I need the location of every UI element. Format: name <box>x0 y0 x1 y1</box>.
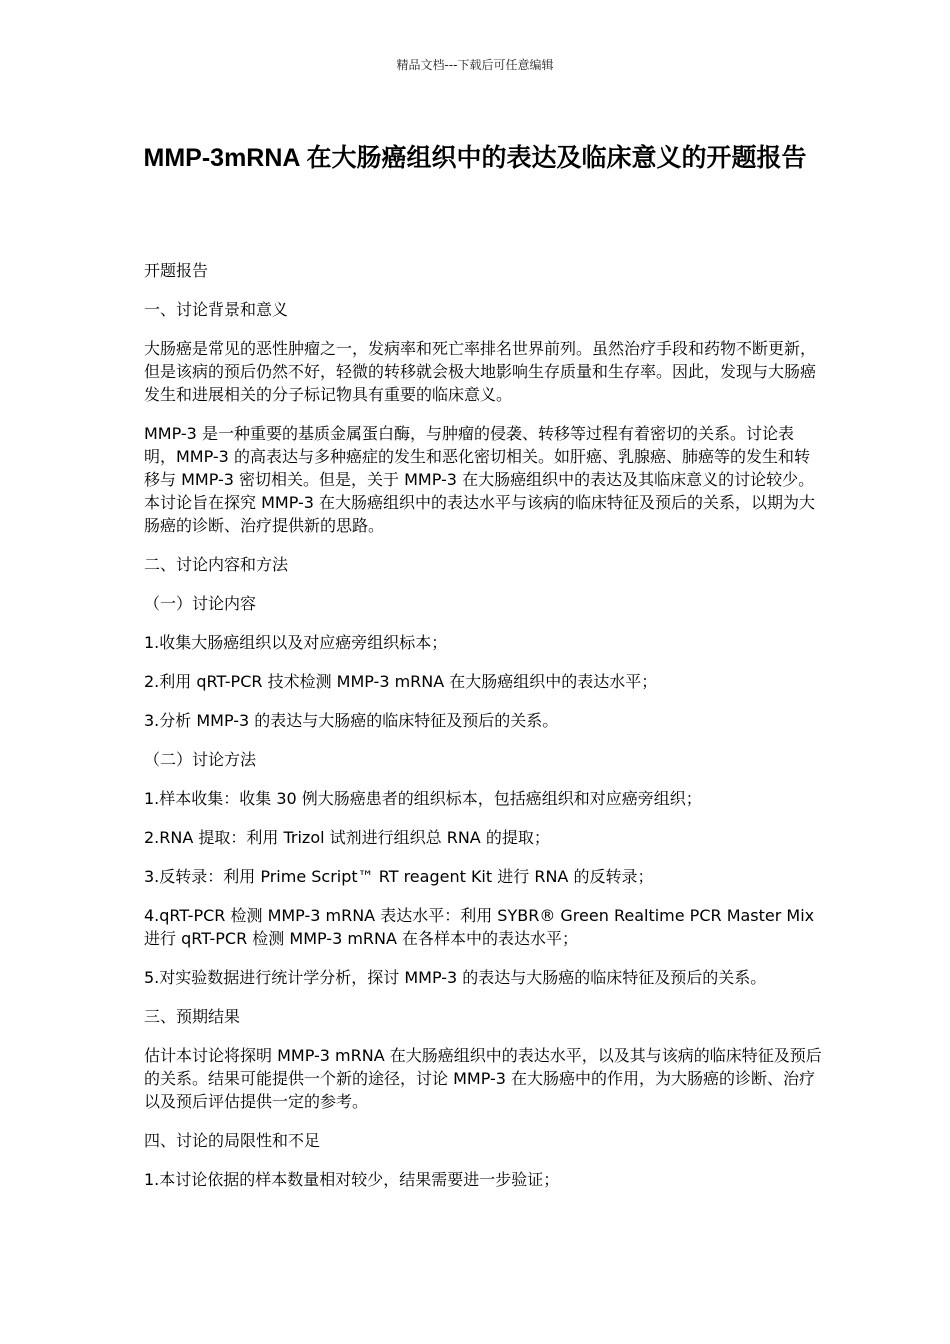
document-body <box>144 259 824 1207</box>
section-label: 开题报告 <box>144 261 209 280</box>
body-paragraph: MMP-3 是一种重要的基质金属蛋白酶，与肿瘤的侵袭、转移等过程有着密切的关系。讨论表明，MMP-3 的高表达与多种癌症的发生和恶化密切相关。如肝癌、乳腺癌、肺癌等的发生和转移与 MMP-3 密切相关。但是，关于 MMP-3 在大肠癌组织中的表达及其临床意义的讨论较少。本讨论旨在探究 MMP-3 在大肠癌组织中的表达水平与该病的临床特征及预后的关系，以期为大肠癌的诊断、治疗提供新的思路。 <box>144 424 816 535</box>
list-item: 1.本讨论依据的样本数量相对较少，结果需要进一步验证； <box>144 1170 560 1189</box>
list-item: 5.对实验数据进行统计学分析，探讨 MMP-3 的表达与大肠癌的临床特征及预后的关系。 <box>144 968 767 987</box>
list-item: 3.反转录：利用 Prime Script™ RT reagent Kit 进行 RNA 的反转录； <box>144 867 654 886</box>
list-item: 3.分析 MMP-3 的表达与大肠癌的临床特征及预后的关系。 <box>144 711 559 730</box>
page-header-note: 精品文档---下载后可任意编辑 <box>396 58 554 72</box>
section-heading: 三、预期结果 <box>144 1007 241 1026</box>
subsection-heading: （一）讨论内容 <box>144 594 257 613</box>
document-title: MMP-3mRNA 在大肠癌组织中的表达及临床意义的开题报告 <box>143 144 807 172</box>
list-item: 1.样本收集：收集 30 例大肠癌患者的组织标本，包括癌组织和对应癌旁组织； <box>144 789 702 808</box>
list-item: 2.RNA 提取：利用 Trizol 试剂进行组织总 RNA 的提取； <box>144 828 550 847</box>
body-paragraph: 大肠癌是常见的恶性肿瘤之一，发病率和死亡率排名世界前列。虽然治疗手段和药物不断更新，但是该病的预后仍然不好，轻微的转移就会极大地影响生存质量和生存率。因此，发现与大肠癌发生和进展相关的分子标记物具有重要的临床意义。 <box>144 339 817 404</box>
body-paragraph: 估计本讨论将探明 MMP-3 mRNA 在大肠癌组织中的表达水平，以及其与该病的临床特征及预后的关系。结果可能提供一个新的途径，讨论 MMP-3 在大肠癌中的作用，为大肠癌的诊断、治疗以及预后评估提供一定的参考。 <box>144 1046 822 1111</box>
subsection-heading: （二）讨论方法 <box>144 750 257 769</box>
section-heading: 二、讨论内容和方法 <box>144 555 289 574</box>
section-heading: 四、讨论的局限性和不足 <box>144 1131 321 1150</box>
list-item: 2.利用 qRT-PCR 技术检测 MMP-3 mRNA 在大肠癌组织中的表达水平； <box>144 672 658 691</box>
list-item: 4.qRT-PCR 检测 MMP-3 mRNA 表达水平：利用 SYBR® Green Realtime PCR Master Mix 进行 qRT-PCR 检测 MMP-3 mRNA 在各样本中的表达水平； <box>144 906 815 948</box>
list-item: 1.收集大肠癌组织以及对应癌旁组织标本； <box>144 633 448 652</box>
section-heading: 一、讨论背景和意义 <box>144 300 289 319</box>
